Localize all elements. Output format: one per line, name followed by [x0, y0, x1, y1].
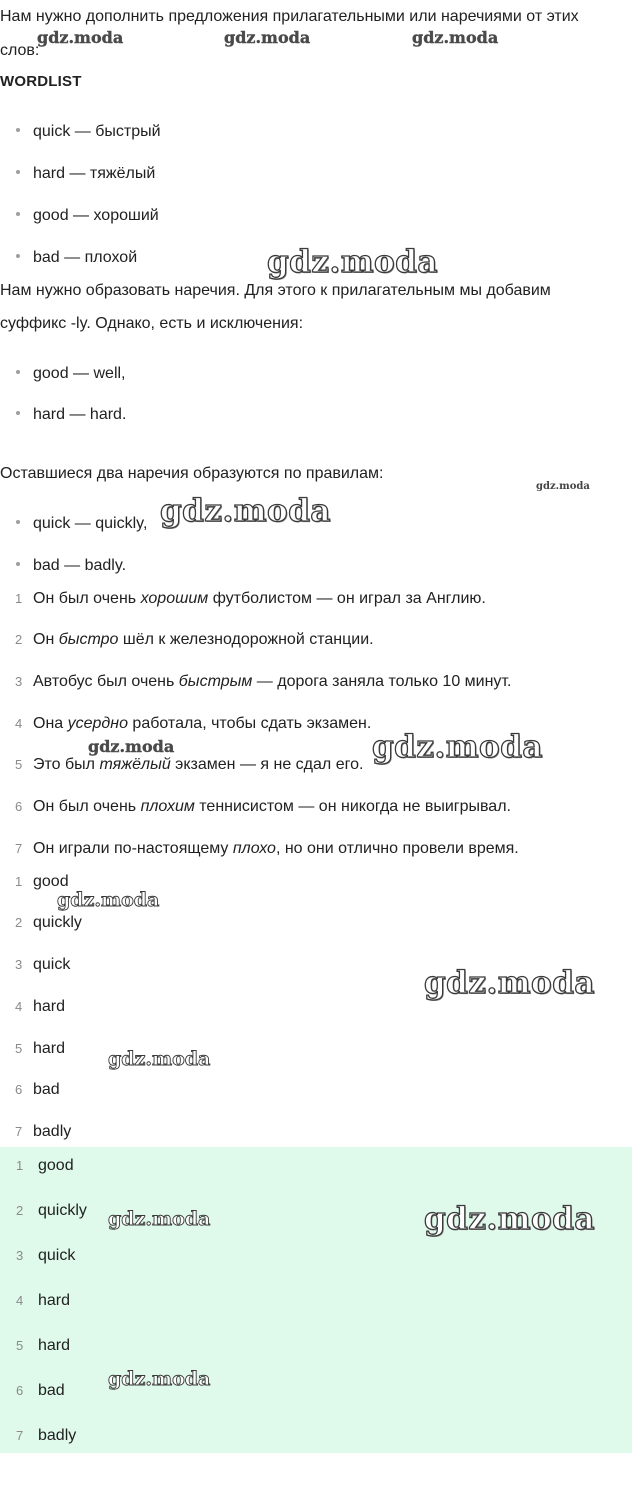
bullet-icon: [16, 562, 20, 566]
answer-item: 4 hard: [15, 998, 66, 1015]
watermark: gdz.moda: [108, 1368, 211, 1390]
bullet-icon: [16, 128, 20, 132]
sentence-item: 2 Он быстро шёл к железнодорожной станции.: [15, 631, 374, 648]
bullet-icon: [16, 411, 20, 415]
watermark: gdz.moda: [37, 28, 124, 47]
adverb-rule-line-1: Нам нужно образовать наречия. Для этого к прилагательным мы добавим: [0, 282, 551, 299]
watermark: gdz.moda: [108, 1048, 211, 1070]
exception-item: good — well,: [16, 365, 126, 383]
final-answer-item: 6 bad: [16, 1382, 65, 1399]
final-answer-item: 2 quickly: [16, 1202, 87, 1219]
bullet-icon: [16, 254, 20, 258]
bullet-icon: [16, 520, 20, 524]
answer-box: [0, 1147, 632, 1453]
watermark: gdz.moda: [108, 1208, 211, 1230]
watermark: gdz.moda: [224, 28, 311, 47]
exception-item: hard — hard.: [16, 406, 126, 424]
intro-line-1: Нам нужно дополнить предложения прилагательными или наречиями от этих: [0, 8, 579, 25]
answer-item: 6 bad: [15, 1081, 60, 1098]
answer-item: 1 good: [15, 873, 69, 890]
sentence-item: 3 Автобус был очень быстрым — дорога заняла только 10 минут.: [15, 673, 512, 690]
wordlist-item: bad — плохой: [16, 249, 137, 267]
answer-item: 7 badly: [15, 1123, 72, 1140]
regular-rule-text: Оставшиеся два наречия образуются по правилам:: [0, 465, 384, 482]
bullet-icon: [16, 212, 20, 216]
sentence-item: 7 Он играли по-настоящему плохо, но они отлично провели время.: [15, 840, 519, 857]
regular-item: quick — quickly,: [16, 515, 147, 533]
watermark: gdz.moda: [160, 493, 331, 529]
answer-item: 5 hard: [15, 1040, 66, 1057]
watermark: gdz.moda: [412, 28, 499, 47]
watermark: gdz.moda: [536, 481, 590, 492]
watermark: gdz.moda: [267, 244, 438, 280]
regular-item: bad — badly.: [16, 557, 126, 575]
answer-item: 2 quickly: [15, 914, 82, 931]
sentence-item: 5 Это был тяжёлый экзамен — я не сдал его.: [15, 756, 364, 773]
answer-item: 3 quick: [15, 956, 71, 973]
final-answer-item: 1 good: [16, 1157, 74, 1174]
intro-line-2: слов:: [0, 42, 40, 59]
sentence-item: 1 Он был очень хорошим футболистом — он играл за Англию.: [15, 590, 486, 607]
bullet-icon: [16, 370, 20, 374]
wordlist-item: quick — быстрый: [16, 123, 161, 141]
watermark: gdz.moda: [88, 737, 175, 756]
final-answer-item: 7 badly: [16, 1427, 77, 1444]
wordlist-heading: WORDLIST: [0, 73, 82, 90]
adverb-rule-line-2: суффикс -ly. Однако, есть и исключения:: [0, 315, 304, 332]
sentence-item: 4 Она усердно работала, чтобы сдать экзамен.: [15, 715, 372, 732]
bullet-icon: [16, 170, 20, 174]
wordlist-item: good — хороший: [16, 207, 159, 225]
final-answer-item: 3 quick: [16, 1247, 76, 1264]
wordlist-item: hard — тяжёлый: [16, 165, 155, 183]
sentence-item: 6 Он был очень плохим теннисистом — он никогда не выигрывал.: [15, 798, 511, 815]
watermark: gdz.moda: [372, 729, 543, 765]
watermark: gdz.moda: [424, 965, 595, 1001]
watermark: gdz.moda: [57, 889, 160, 911]
final-answer-item: 4 hard: [16, 1292, 71, 1309]
watermark: gdz.moda: [424, 1201, 595, 1237]
final-answer-item: 5 hard: [16, 1337, 71, 1354]
